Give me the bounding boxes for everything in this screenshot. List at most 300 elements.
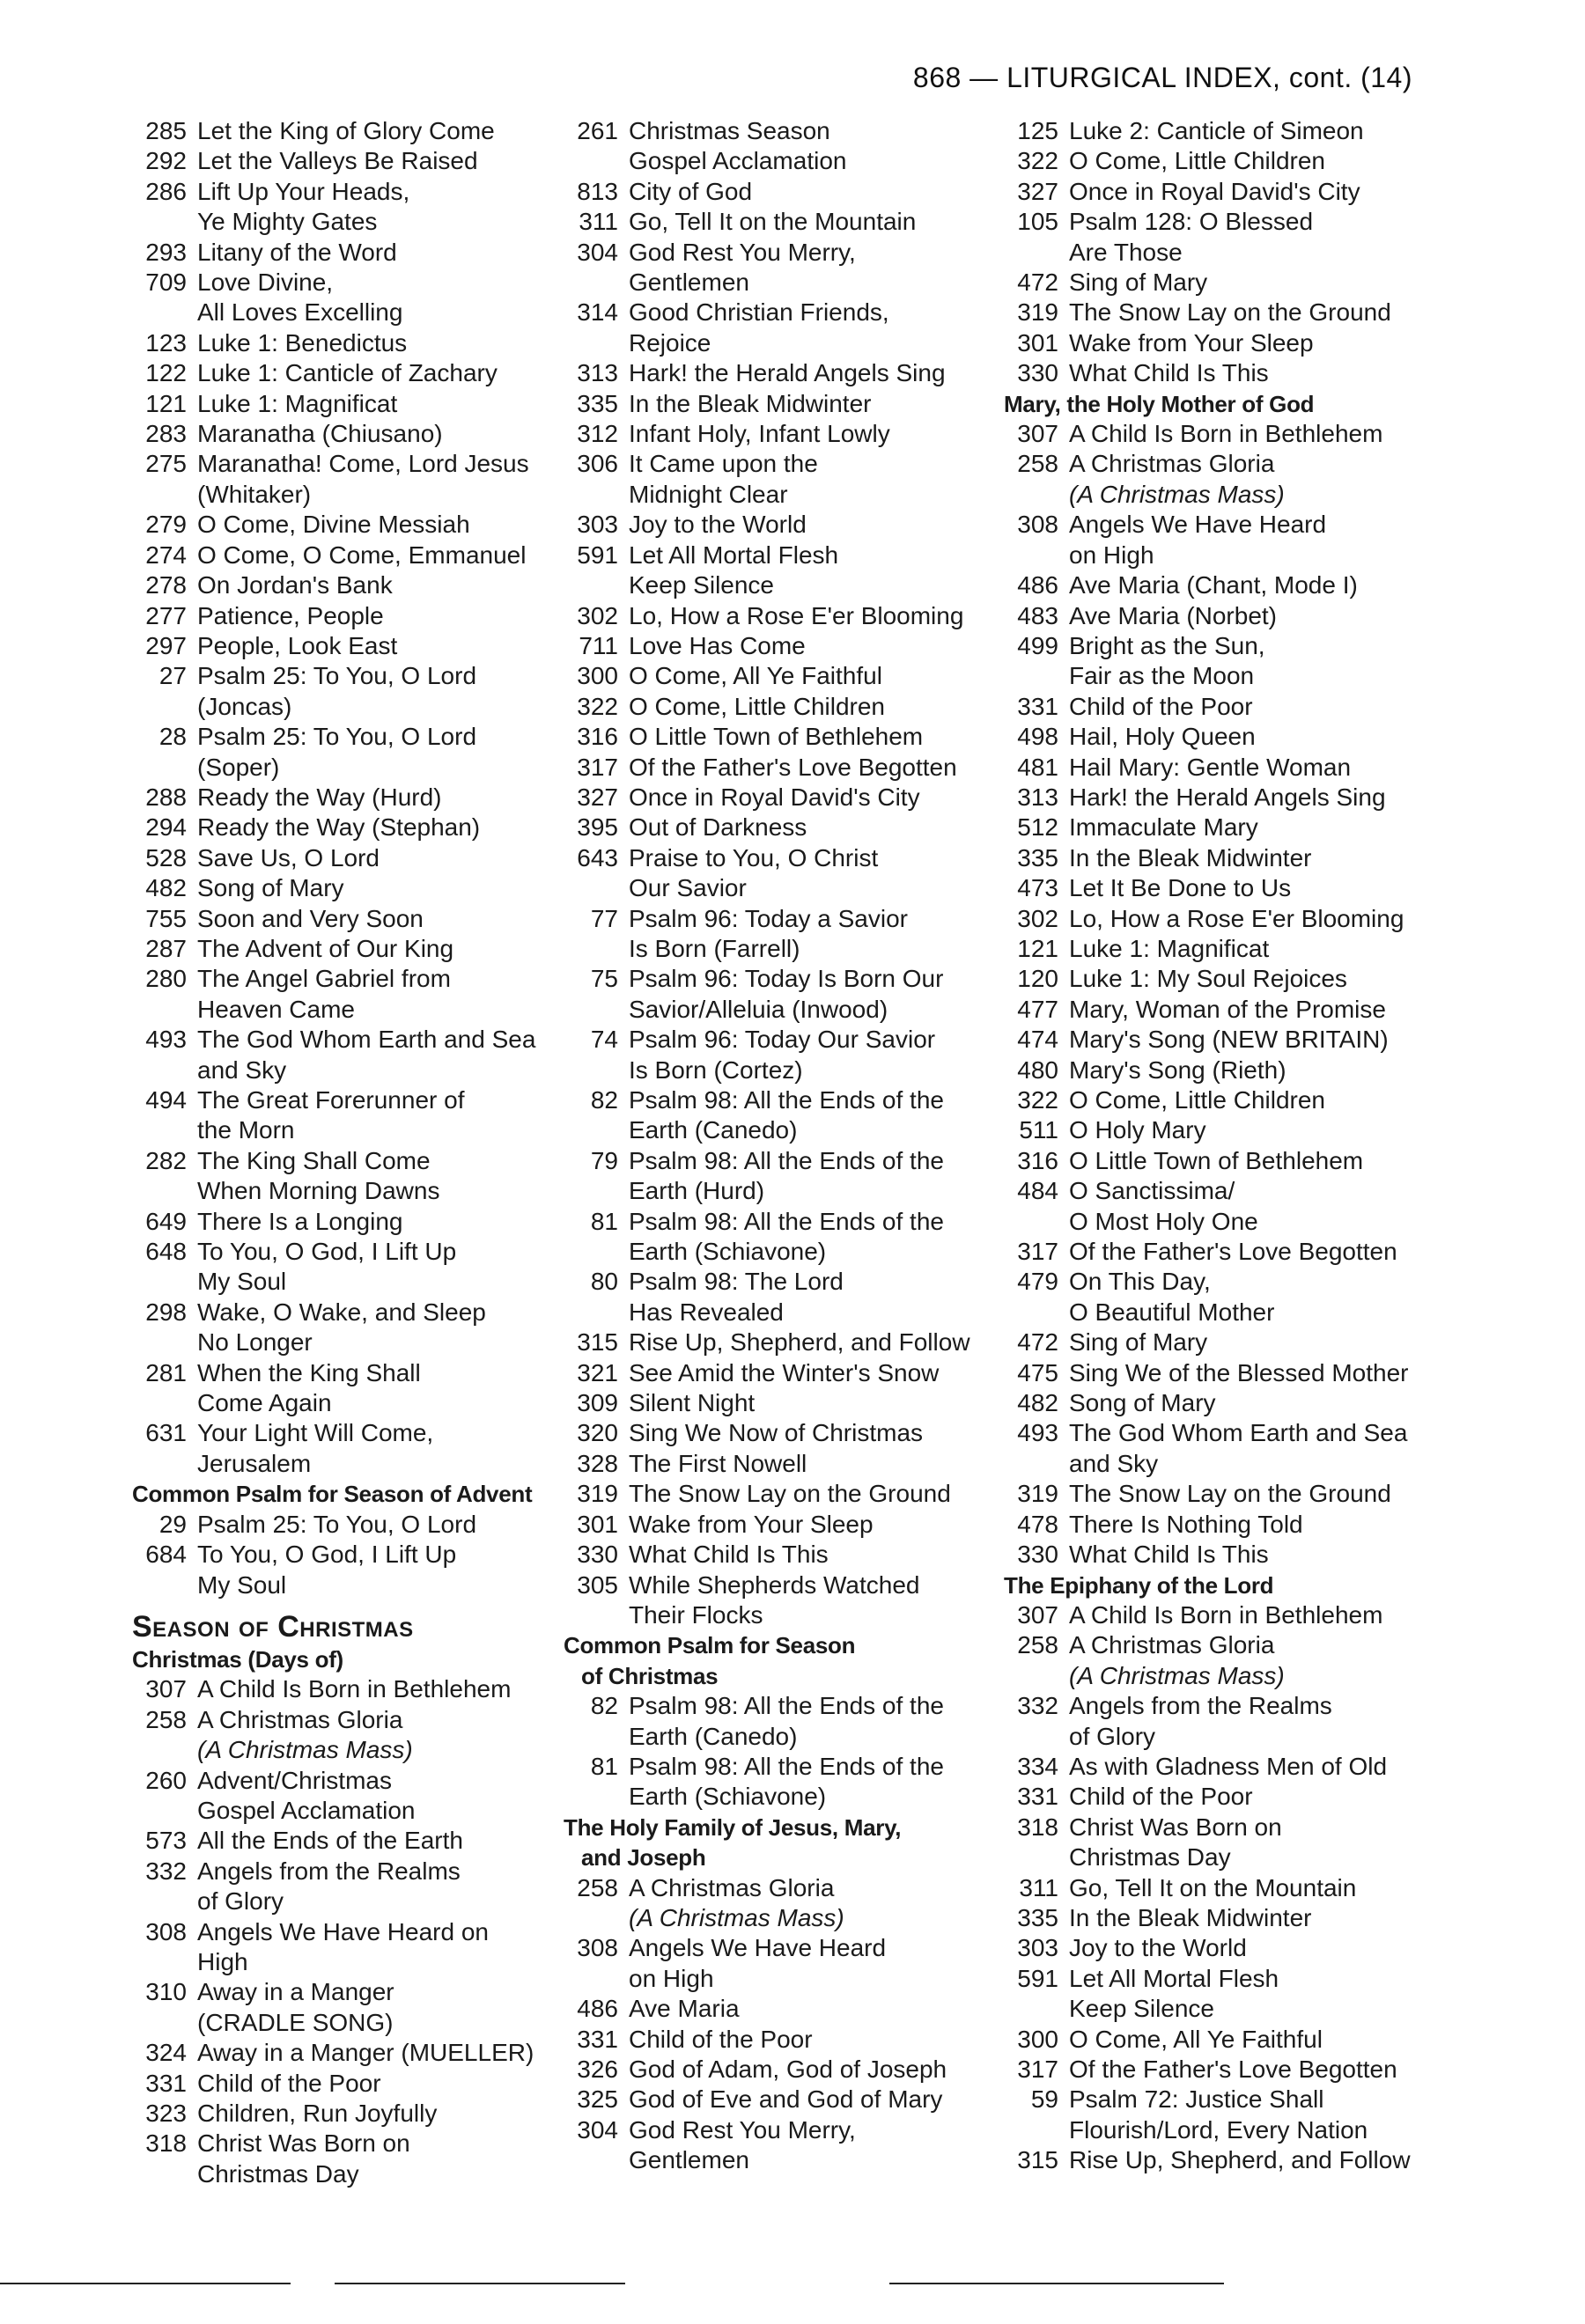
index-entry xyxy=(132,238,537,268)
hymn-title-wrap xyxy=(629,661,986,691)
hymn-number: 483 xyxy=(1017,601,1058,629)
hymn-title-wrap xyxy=(197,419,537,449)
hymn-number: 123 xyxy=(145,328,187,357)
hymn-number: 649 xyxy=(145,1207,187,1235)
hymn-title-wrap xyxy=(1069,1964,1418,2025)
hymn-number: 330 xyxy=(1017,1541,1058,1569)
hymn-number: 472 xyxy=(1017,268,1058,297)
hymn-number: 331 xyxy=(577,2025,618,2053)
index-entry xyxy=(1004,934,1418,964)
hymn-title-wrap xyxy=(629,1449,986,1479)
hymn-title: God of Adam, God of Joseph xyxy=(629,2056,947,2083)
hymn-title: The Snow Lay on the Ground xyxy=(1069,1480,1391,1508)
hymn-title-wrap xyxy=(1069,1600,1418,1630)
section-heading xyxy=(132,1644,537,1674)
index-entry xyxy=(1004,328,1418,358)
hymn-number: 332 xyxy=(145,1857,187,1885)
hymn-title-wrap xyxy=(629,1873,986,1934)
hymn-title-wrap xyxy=(629,177,986,207)
hymn-title-wrap xyxy=(197,813,537,842)
hymn-title-wrap xyxy=(1069,1388,1418,1418)
hymn-title: Ave Maria xyxy=(629,1995,740,2023)
hymn-title-wrap xyxy=(1069,813,1418,842)
index-entry xyxy=(1004,1085,1418,1115)
hymn-title-wrap xyxy=(1069,1752,1418,1782)
index-entry xyxy=(132,328,537,358)
index-entry xyxy=(1004,843,1418,873)
hymn-number: 331 xyxy=(1017,692,1058,720)
hymn-subtitle: (A Christmas Mass) xyxy=(1069,480,1285,508)
hymn-title-wrap xyxy=(197,1857,537,1917)
hymn-number: 81 xyxy=(590,1752,618,1780)
hymn-number: 335 xyxy=(1017,1903,1058,1931)
hymn-number: 709 xyxy=(145,268,187,297)
index-entry xyxy=(132,631,537,661)
hymn-title-wrap xyxy=(197,783,537,813)
index-entry xyxy=(564,1873,986,1934)
hymn-title: The Great Forerunner of the Morn xyxy=(197,1086,465,1144)
index-entry xyxy=(1004,1388,1418,1418)
hymn-title: Mary's Song (Rieth) xyxy=(1069,1055,1286,1084)
hymn-title: Psalm 25: To You, O Lord (Soper) xyxy=(197,723,477,781)
hymn-title-wrap xyxy=(1069,1479,1418,1509)
index-entry xyxy=(1004,449,1418,510)
index-entry xyxy=(1004,1510,1418,1540)
hymn-title: To You, O God, I Lift Up My Soul xyxy=(197,1541,457,1599)
hymn-title-wrap xyxy=(197,1418,537,1479)
hymn-title: O Little Town of Bethlehem xyxy=(629,723,924,751)
hymn-title-wrap xyxy=(629,1085,986,1146)
hymn-number: 813 xyxy=(577,177,618,205)
hymn-number: 304 xyxy=(577,238,618,266)
hymn-number: 511 xyxy=(1019,1116,1058,1144)
hymn-title: God Rest You Merry, Gentlemen xyxy=(629,2115,856,2174)
index-entry xyxy=(564,419,986,449)
hymn-number: 258 xyxy=(1017,450,1058,478)
hymn-title-wrap xyxy=(197,2099,537,2129)
hymn-number: 322 xyxy=(1017,1086,1058,1114)
hymn-number: 29 xyxy=(158,1510,187,1538)
hymn-title-wrap xyxy=(629,2025,986,2055)
hymn-title: Sing of Mary xyxy=(1069,268,1208,297)
hymn-number: 493 xyxy=(145,1026,187,1054)
hymn-title: Rise Up, Shepherd, and Follow xyxy=(1069,2146,1411,2174)
index-entry xyxy=(132,1418,537,1479)
hymn-number: 330 xyxy=(577,1541,618,1569)
index-entry xyxy=(132,934,537,964)
hymn-number: 275 xyxy=(145,450,187,478)
page-header: 868 — LITURGICAL INDEX, cont. (14) xyxy=(912,62,1412,93)
index-entry xyxy=(132,1207,537,1237)
index-entry xyxy=(132,843,537,873)
hymn-title-wrap xyxy=(197,1207,537,1237)
index-entry xyxy=(132,1917,537,1978)
hymn-title: See Amid the Winter's Snow xyxy=(629,1358,940,1386)
hymn-number: 325 xyxy=(577,2085,618,2114)
hymn-number: 260 xyxy=(145,1766,187,1794)
hymn-title: Psalm 98: All the Ends of the Earth (Canedo) xyxy=(629,1086,944,1144)
hymn-title: The God Whom Earth and Sea and Sky xyxy=(1069,1419,1408,1477)
index-entry xyxy=(564,1388,986,1418)
index-entry xyxy=(564,1570,986,1631)
index-entry xyxy=(564,389,986,419)
hymn-title-wrap xyxy=(197,1085,537,1146)
hymn-title: Love Divine, All Loves Excelling xyxy=(197,268,403,327)
hymn-number: 315 xyxy=(577,1328,618,1357)
hymn-number: 315 xyxy=(1017,2146,1058,2174)
index-entry xyxy=(564,238,986,298)
hymn-title: There Is a Longing xyxy=(197,1207,403,1235)
hymn-number: 631 xyxy=(145,1419,187,1447)
hymn-title-wrap xyxy=(629,631,986,661)
hymn-title: Out of Darkness xyxy=(629,813,807,842)
hymn-title-wrap xyxy=(629,298,986,358)
hymn-number: 120 xyxy=(1017,965,1058,993)
hymn-title-wrap xyxy=(1069,177,1418,207)
hymn-title: Once in Royal David's City xyxy=(1069,177,1360,205)
hymn-title-wrap xyxy=(197,238,537,268)
hymn-title: Child of the Poor xyxy=(1069,692,1253,720)
index-entry xyxy=(132,1977,537,2038)
hymn-title-wrap xyxy=(1069,1085,1418,1115)
hymn-title-wrap xyxy=(1069,753,1418,783)
hymn-title: Good Christian Friends, Rejoice xyxy=(629,298,889,357)
hymn-number: 77 xyxy=(590,904,618,932)
index-entry xyxy=(132,116,537,146)
index-entry xyxy=(1004,1691,1418,1752)
index-entry xyxy=(132,510,537,540)
hymn-title-wrap xyxy=(197,661,537,722)
hymn-number: 303 xyxy=(577,511,618,539)
hymn-title: O Come, All Ye Faithful xyxy=(629,662,882,690)
hymn-title-wrap xyxy=(629,964,986,1025)
hymn-number: 327 xyxy=(577,783,618,811)
hymn-number: 261 xyxy=(577,117,618,144)
hymn-title-wrap xyxy=(629,389,986,419)
hymn-number: 322 xyxy=(577,692,618,720)
hymn-number: 324 xyxy=(145,2039,187,2067)
index-entry xyxy=(132,964,537,1025)
index-column-2 xyxy=(564,116,986,2176)
hymn-number: 648 xyxy=(145,1238,187,1266)
hymn-title-wrap xyxy=(197,1766,537,1827)
index-entry xyxy=(132,2038,537,2068)
hymn-title-wrap xyxy=(1069,146,1418,176)
hymn-title: People, Look East xyxy=(197,631,398,659)
hymn-number: 303 xyxy=(1017,1934,1058,1962)
hymn-title-wrap xyxy=(197,1674,537,1704)
hymn-title-wrap xyxy=(629,207,986,237)
hymn-title-wrap xyxy=(1069,1873,1418,1903)
index-entry xyxy=(132,1146,537,1207)
index-entry xyxy=(1004,753,1418,783)
hymn-title-wrap xyxy=(197,722,537,783)
index-entry xyxy=(1004,995,1418,1025)
hymn-number: 322 xyxy=(1017,147,1058,175)
hymn-subtitle: (A Christmas Mass) xyxy=(629,1903,844,1931)
index-entry xyxy=(1004,1055,1418,1085)
hymn-number: 279 xyxy=(145,511,187,539)
hymn-number: 474 xyxy=(1017,1026,1058,1054)
hymn-number: 479 xyxy=(1017,1268,1058,1296)
hymn-title-wrap xyxy=(629,1510,986,1540)
index-entry xyxy=(564,1146,986,1207)
index-entry xyxy=(1004,2085,1418,2145)
hymn-title-wrap xyxy=(629,1994,986,2024)
index-entry xyxy=(564,631,986,661)
index-entry xyxy=(132,601,537,631)
hymn-number: 314 xyxy=(577,298,618,327)
hymn-number: 283 xyxy=(145,420,187,448)
hymn-title-wrap xyxy=(1069,1358,1418,1388)
hymn-number: 473 xyxy=(1017,874,1058,902)
hymn-title: Angels We Have Heard on High xyxy=(1069,511,1327,569)
hymn-title-wrap xyxy=(1069,722,1418,752)
hymn-title: Christmas Season Gospel Acclamation xyxy=(629,117,847,175)
hymn-number: 480 xyxy=(1017,1055,1058,1084)
hymn-title-wrap xyxy=(629,1146,986,1207)
index-entry xyxy=(1004,1903,1418,1933)
hymn-title-wrap xyxy=(629,449,986,510)
hymn-title: Let It Be Done to Us xyxy=(1069,874,1292,902)
hymn-number: 331 xyxy=(145,2069,187,2097)
index-entry xyxy=(564,904,986,965)
hymn-title-wrap xyxy=(629,1207,986,1268)
index-entry xyxy=(1004,1358,1418,1388)
hymn-title-wrap xyxy=(197,1025,537,1085)
hymn-number: 59 xyxy=(1030,2085,1058,2114)
hymn-title-wrap xyxy=(197,116,537,146)
hymn-title: The First Nowell xyxy=(629,1449,807,1477)
hymn-number: 277 xyxy=(145,601,187,629)
hymn-title: Angels from the Realms of Glory xyxy=(1069,1692,1332,1750)
hymn-title-wrap xyxy=(197,1540,537,1600)
hymn-number: 82 xyxy=(590,1692,618,1720)
index-entry xyxy=(1004,358,1418,388)
index-entry xyxy=(564,1449,986,1479)
hymn-title: Psalm 96: Today Is Born Our Savior/Alleluia (Inwood) xyxy=(629,965,944,1023)
hymn-title: O Come, Little Children xyxy=(1069,147,1326,175)
hymn-title-wrap xyxy=(629,1388,986,1418)
hymn-title: Rise Up, Shepherd, and Follow xyxy=(629,1328,970,1357)
hymn-title: Luke 2: Canticle of Simeon xyxy=(1069,117,1364,144)
index-entry xyxy=(132,2129,537,2189)
hymn-title-wrap xyxy=(629,843,986,904)
hymn-title-wrap xyxy=(197,601,537,631)
hymn-title: Wake from Your Sleep xyxy=(629,1510,874,1538)
index-entry xyxy=(1004,1933,1418,1963)
hymn-number: 591 xyxy=(1017,1964,1058,1992)
index-entry xyxy=(564,813,986,842)
hymn-number: 121 xyxy=(1017,934,1058,962)
index-entry xyxy=(1004,722,1418,752)
hymn-title-wrap xyxy=(1069,934,1418,964)
hymn-number: 475 xyxy=(1017,1358,1058,1386)
index-entry xyxy=(1004,570,1418,600)
index-entry xyxy=(1004,783,1418,813)
hymn-title-wrap xyxy=(197,964,537,1025)
hymn-title: Luke 1: Magnificat xyxy=(1069,934,1270,962)
hymn-title: Psalm 96: Today Our Savior Is Born (Cortez) xyxy=(629,1026,936,1084)
hymn-number: 477 xyxy=(1017,995,1058,1023)
hymn-title-wrap xyxy=(197,449,537,510)
hymn-title-wrap xyxy=(197,1826,537,1856)
index-entry xyxy=(564,783,986,813)
hymn-title: Lift Up Your Heads, Ye Mighty Gates xyxy=(197,177,410,236)
hymn-number: 482 xyxy=(145,874,187,902)
hymn-title-wrap xyxy=(197,541,537,570)
hymn-number: 321 xyxy=(577,1358,618,1386)
hymn-number: 328 xyxy=(577,1449,618,1477)
hymn-title-wrap xyxy=(1069,843,1418,873)
hymn-title-wrap xyxy=(629,116,986,177)
hymn-number: 278 xyxy=(145,571,187,599)
hymn-title: Lo, How a Rose E'er Blooming xyxy=(629,601,964,629)
hymn-title: Soon and Very Soon xyxy=(197,904,424,932)
hymn-title-wrap xyxy=(1069,328,1418,358)
hymn-number: 294 xyxy=(145,813,187,842)
index-entry xyxy=(564,843,986,904)
hymn-title: A Christmas Gloria xyxy=(1069,1631,1275,1659)
hymn-number: 121 xyxy=(145,389,187,417)
index-entry xyxy=(1004,1025,1418,1055)
hymn-number: 486 xyxy=(577,1995,618,2023)
section-heading-line: The Holy Family of Jesus, Mary, xyxy=(564,1813,902,1841)
index-entry xyxy=(1004,1782,1418,1812)
hymn-number: 82 xyxy=(590,1086,618,1114)
hymn-title: Once in Royal David's City xyxy=(629,783,920,811)
section-heading-line: Christmas (Days of) xyxy=(132,1645,343,1673)
hymn-title: Away in a Manger (CRADLE SONG) xyxy=(197,1978,394,2036)
hymn-number: 327 xyxy=(1017,177,1058,205)
hymn-title-wrap xyxy=(1069,1146,1418,1176)
section-heading-line: Common Psalm for Season of Advent xyxy=(132,1481,533,1508)
hymn-title: O Come, Divine Messiah xyxy=(197,511,470,539)
index-entry xyxy=(132,1826,537,1856)
hymn-title: Christ Was Born on Christmas Day xyxy=(197,2129,410,2188)
index-entry xyxy=(564,298,986,358)
hymn-number: 310 xyxy=(145,1978,187,2006)
index-entry xyxy=(1004,510,1418,570)
hymn-title-wrap xyxy=(197,1298,537,1358)
hymn-number: 332 xyxy=(1017,1692,1058,1720)
hymn-title-wrap xyxy=(629,813,986,842)
hymn-title-wrap xyxy=(1069,631,1418,692)
hymn-title-wrap xyxy=(1069,2085,1418,2145)
index-entry xyxy=(132,904,537,934)
hymn-title: Child of the Poor xyxy=(1069,1783,1253,1811)
hymn-number: 80 xyxy=(590,1268,618,1296)
index-entry xyxy=(564,2025,986,2055)
hymn-title: Song of Mary xyxy=(1069,1389,1216,1417)
index-entry xyxy=(1004,1115,1418,1145)
index-entry xyxy=(132,1358,537,1419)
hymn-title: Angels from the Realms of Glory xyxy=(197,1857,461,1916)
hymn-number: 472 xyxy=(1017,1328,1058,1357)
hymn-number: 498 xyxy=(1017,723,1058,751)
index-entry xyxy=(132,873,537,903)
index-entry xyxy=(1004,1146,1418,1176)
hymn-title-wrap xyxy=(1069,783,1418,813)
bottom-rule xyxy=(335,2283,625,2284)
hymn-title: Joy to the World xyxy=(629,511,807,539)
index-entry xyxy=(1004,1237,1418,1267)
hymn-number: 105 xyxy=(1017,208,1058,236)
hymn-number: 317 xyxy=(1017,2056,1058,2083)
hymn-title-wrap xyxy=(1069,1025,1418,1055)
hymn-number: 305 xyxy=(577,1570,618,1599)
hymn-title-wrap xyxy=(1069,1813,1418,1873)
index-entry xyxy=(1004,813,1418,842)
hymn-title: Psalm 98: All the Ends of the Earth (Schiavone) xyxy=(629,1207,944,1266)
hymn-title-wrap xyxy=(629,692,986,722)
index-entry xyxy=(1004,1873,1418,1903)
hymn-title: O Sanctissima/ O Most Holy One xyxy=(1069,1177,1258,1235)
hymn-number: 335 xyxy=(577,389,618,417)
hymn-title: Of the Father's Love Begotten xyxy=(1069,2056,1397,2083)
section-heading xyxy=(1004,389,1418,419)
section-heading-line: of Christmas xyxy=(581,1662,719,1689)
hymn-title-wrap xyxy=(197,570,537,600)
hymn-title: Save Us, O Lord xyxy=(197,843,380,872)
hymn-title-wrap xyxy=(1069,1267,1418,1327)
hymn-title: Advent/Christmas Gospel Acclamation xyxy=(197,1766,416,1824)
hymn-title-wrap xyxy=(1069,692,1418,722)
hymn-number: 326 xyxy=(577,2056,618,2083)
index-entry xyxy=(132,1766,537,1827)
index-entry xyxy=(564,1933,986,1994)
hymn-title: O Little Town of Bethlehem xyxy=(1069,1146,1364,1174)
index-entry xyxy=(132,2099,537,2129)
section-heading xyxy=(564,1813,986,1873)
hymn-title-wrap xyxy=(1069,510,1418,570)
hymn-title: Go, Tell It on the Mountain xyxy=(629,208,917,236)
hymn-title-wrap xyxy=(197,358,537,388)
hymn-title: Wake, O Wake, and Sleep No Longer xyxy=(197,1298,486,1357)
hymn-number: 287 xyxy=(145,934,187,962)
index-entry xyxy=(132,813,537,842)
hymn-title: To You, O God, I Lift Up My Soul xyxy=(197,1238,457,1296)
hymn-title: Psalm 25: To You, O Lord (Joncas) xyxy=(197,662,477,720)
hymn-title-wrap xyxy=(197,1237,537,1298)
hymn-title: Maranatha (Chiusano) xyxy=(197,420,443,448)
hymn-title: Joy to the World xyxy=(1069,1934,1247,1962)
hymn-title: In the Bleak Midwinter xyxy=(629,389,872,417)
hymn-title: The Advent of Our King xyxy=(197,934,454,962)
index-entry xyxy=(1004,268,1418,298)
hymn-number: 298 xyxy=(145,1298,187,1326)
hymn-title: Mary's Song (NEW BRITAIN) xyxy=(1069,1026,1389,1054)
hymn-subtitle: (A Christmas Mass) xyxy=(197,1736,413,1764)
hymn-title-wrap xyxy=(629,1327,986,1357)
hymn-number: 304 xyxy=(577,2115,618,2144)
index-entry xyxy=(564,1085,986,1146)
hymn-title-wrap xyxy=(1069,570,1418,600)
index-entry xyxy=(1004,2025,1418,2055)
hymn-title: Your Light Will Come, Jerusalem xyxy=(197,1419,434,1477)
hymn-title: On This Day, O Beautiful Mother xyxy=(1069,1268,1275,1326)
hymn-title: Angels We Have Heard on High xyxy=(197,1917,489,1975)
hymn-title-wrap xyxy=(629,1358,986,1388)
hymn-number: 292 xyxy=(145,147,187,175)
hymn-title-wrap xyxy=(629,1691,986,1752)
index-entry xyxy=(132,1540,537,1600)
index-entry xyxy=(564,358,986,388)
index-entry xyxy=(132,2069,537,2099)
hymn-number: 573 xyxy=(145,1827,187,1855)
hymn-number: 684 xyxy=(145,1541,187,1569)
hymn-number: 308 xyxy=(577,1934,618,1962)
